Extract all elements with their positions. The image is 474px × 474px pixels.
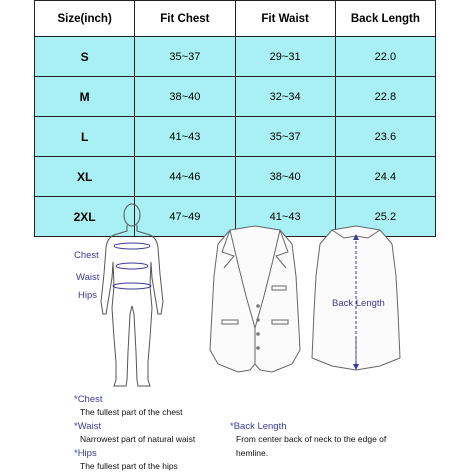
measurement-figure [0, 200, 474, 390]
chest-note-desc: The fullest part of the chest [80, 407, 183, 417]
size-cell: S [35, 37, 135, 77]
back-length-label: Back Length [332, 298, 385, 309]
waist-cell: 32~34 [235, 77, 335, 117]
chest-cell: 35~37 [135, 37, 235, 77]
back-length-note-desc: From center back of neck to the edge of [236, 434, 387, 444]
back-length-cell: 22.8 [335, 77, 435, 117]
chest-note-title: *Chest [74, 394, 103, 405]
size-cell: L [35, 117, 135, 157]
size-cell: 2XL [35, 197, 135, 237]
header-back-length: Back Length [335, 1, 435, 37]
size-cell: M [35, 77, 135, 117]
chest-cell: 44~46 [135, 157, 235, 197]
table-row [35, 157, 436, 197]
vest-front-icon [202, 224, 308, 384]
waist-cell: 29~31 [235, 37, 335, 77]
body-outline-icon [92, 202, 172, 390]
chest-label: Chest [74, 250, 99, 261]
hips-note-title: *Hips [74, 448, 97, 459]
size-cell: XL [35, 157, 135, 197]
header-size: Size(inch) [35, 1, 135, 37]
back-length-note-desc-cont: hemline. [236, 448, 269, 458]
table-row [35, 117, 436, 157]
back-length-cell: 25.2 [335, 197, 435, 237]
waist-cell: 41~43 [235, 197, 335, 237]
chest-cell: 41~43 [135, 117, 235, 157]
chest-cell: 38~40 [135, 77, 235, 117]
table-header-row [35, 1, 436, 37]
table-row [35, 37, 436, 77]
chest-cell: 47~49 [135, 197, 235, 237]
waist-cell: 38~40 [235, 157, 335, 197]
waist-label: Waist [76, 272, 100, 283]
header-fit-waist: Fit Waist [235, 1, 335, 37]
back-length-cell: 22.0 [335, 37, 435, 77]
back-length-note-title: *Back Length [230, 421, 287, 432]
table-row [35, 77, 436, 117]
waist-note-desc: Narrowest part of natural waist [80, 434, 196, 444]
back-length-cell: 23.6 [335, 117, 435, 157]
waist-cell: 35~37 [235, 117, 335, 157]
waist-note-title: *Waist [74, 421, 102, 432]
header-fit-chest: Fit Chest [135, 1, 235, 37]
back-length-cell: 24.4 [335, 157, 435, 197]
hips-label: Hips [78, 290, 98, 301]
hips-note-desc: The fullest part of the hips [80, 461, 178, 471]
